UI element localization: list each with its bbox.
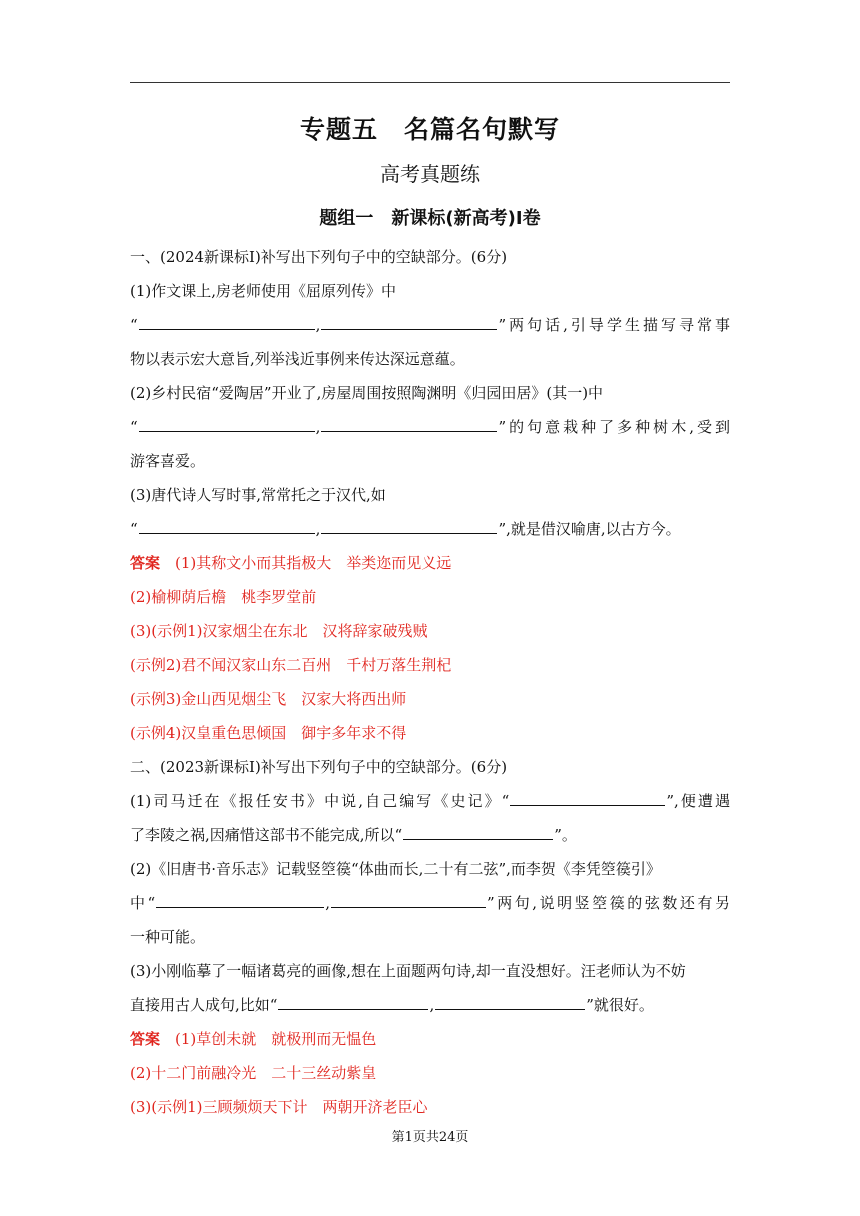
question-content [130,240,730,1124]
answer1-line5: (示例3)金山西见烟尘飞 汉家大将西出师 [130,690,407,708]
q2-part3-head: 直接用古人成句,比如“ [130,996,278,1014]
group-title: 题组一 新课标(新高考)Ⅰ卷 [319,208,541,229]
q2-part1-line2 [130,818,730,852]
q1-part2-line2 [130,410,730,444]
q2-part2-line3: 一种可能。 [130,928,206,946]
answer-blank[interactable] [435,992,585,1010]
answer2-line3: (3)(示例1)三顾频烦天下计 两朝开济老臣心 [130,1098,428,1116]
answer-blank[interactable] [156,890,324,908]
q2-part3-line1: (3)小刚临摹了一幅诸葛亮的画像,想在上面题两句诗,却一直没想好。汪老师认为不妨 [130,962,686,980]
q1-part2-line3: 游客喜爱。 [130,452,206,470]
answer-blank[interactable] [321,414,497,432]
page-title: 专题五 名篇名句默写 [299,115,560,144]
page-footer: 第1页共24页 [391,1130,469,1145]
comma: , [429,996,435,1014]
q1-part1-tail: ”两句话,引导学生描写寻常事 [498,316,730,334]
header-rule [130,82,730,83]
answer1-line6: (示例4)汉皇重色思倾国 御宇多年求不得 [130,724,407,742]
open-quote: “ [130,418,138,436]
answer2-line1 [130,1022,730,1056]
q1-part1-line3: 物以表示宏大意旨,列举浅近事例来传达深远意蕴。 [130,350,465,368]
open-quote: “ [130,316,138,334]
q2-part1-line1 [130,784,730,818]
answer-blank[interactable] [331,890,486,908]
q2-part2-line2 [130,886,730,920]
answer-blank[interactable] [403,822,553,840]
q2-part1-head: (1)司马迁在《报任安书》中说,自己编写《史记》“ [130,792,510,810]
comma: , [315,316,321,334]
answer-blank[interactable] [139,516,315,534]
answer-blank[interactable] [278,992,428,1010]
answer-text: (1)草创未就 就极刑而无愠色 [160,1030,377,1048]
answer1-line1 [130,546,730,580]
answer1-line2: (2)榆柳荫后檐 桃李罗堂前 [130,588,317,606]
answer-label: 答案 [130,554,161,572]
q2-part2-line1: (2)《旧唐书·音乐志》记载竖箜篌“体曲而长,二十有二弦”,而李贺《李凭箜篌引》 [130,860,661,878]
q2-stem: 二、(2023新课标Ⅰ)补写出下列句子中的空缺部分。(6分) [130,758,508,776]
q2-part2-head: 中“ [130,894,156,912]
comma: , [315,520,321,538]
q1-part2-line1: (2)乡村民宿“爱陶居”开业了,房屋周围按照陶渊明《归园田居》(其一)中 [130,384,604,402]
page-subtitle: 高考真题练 [380,162,480,186]
answer2-line2: (2)十二门前融冷光 二十三丝动紫皇 [130,1064,377,1082]
answer-blank[interactable] [510,788,665,806]
q1-part3-tail: ”,就是借汉喻唐,以古方今。 [498,520,681,538]
answer-blank[interactable] [139,312,315,330]
answer-label: 答案 [130,1030,161,1048]
comma: , [325,894,330,912]
q2-part1-tail: ”,便遭遇 [666,792,730,810]
answer-blank[interactable] [321,516,497,534]
comma: , [315,418,321,436]
q2-part1-line2-tail: ”。 [554,826,577,844]
q2-part1-line2-head: 了李陵之祸,因痛惜这部书不能完成,所以“ [130,826,403,844]
answer-blank[interactable] [321,312,497,330]
q1-stem: 一、(2024新课标Ⅰ)补写出下列句子中的空缺部分。(6分) [130,248,508,266]
open-quote: “ [130,520,138,538]
q2-part3-line2 [130,988,730,1022]
q1-part3-line1: (3)唐代诗人写时事,常常托之于汉代,如 [130,486,386,504]
q1-part1-line2 [130,308,730,342]
q2-part2-tail: ”两句,说明竖箜篌的弦数还有另 [487,894,730,912]
q1-part3-line2 [130,512,730,546]
q2-part3-tail: ”就很好。 [586,996,654,1014]
answer-text: (1)其称文小而其指极大 举类迩而见义远 [160,554,452,572]
answer-blank[interactable] [139,414,315,432]
answer1-line3: (3)(示例1)汉家烟尘在东北 汉将辞家破残贼 [130,622,428,640]
q1-part2-tail: ”的句意栽种了多种树木,受到 [498,418,730,436]
answer1-line4: (示例2)君不闻汉家山东二百州 千村万落生荆杞 [130,656,452,674]
q1-part1-line1: (1)作文课上,房老师使用《屈原列传》中 [130,282,397,300]
